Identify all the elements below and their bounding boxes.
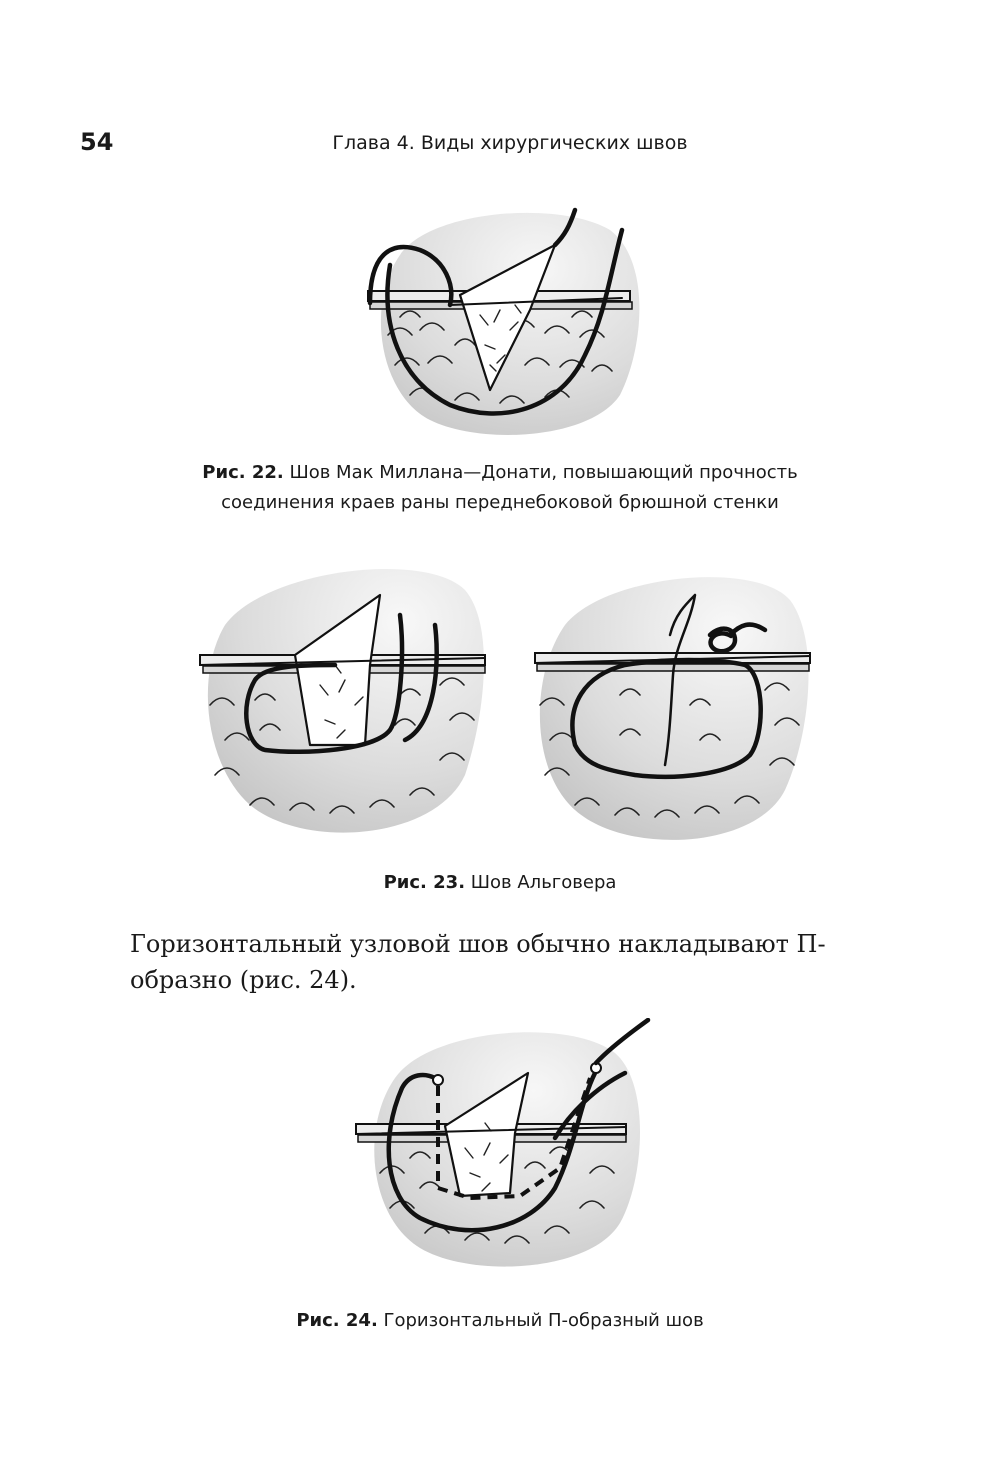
figure-22-caption <box>120 458 880 518</box>
figure-23-left-illustration <box>195 555 495 850</box>
figure-24-illustration <box>350 1018 660 1278</box>
figure-23-caption <box>120 868 880 898</box>
figure-24-label: Рис. 24. <box>296 1310 378 1331</box>
body-paragraph: Горизонтальный узловой шов обычно накладывают П-образно (рис. 24). <box>130 930 826 994</box>
figure-22-illustration <box>360 205 650 445</box>
figure-23-right-illustration <box>525 565 815 850</box>
figure-23-label: Рис. 23. <box>383 872 466 893</box>
page-number: 54 <box>80 128 114 156</box>
figure-22-caption-line1: Шов Мак Миллана—Донати, повышающий прочность <box>289 462 798 483</box>
figure-22-caption-line2: соединения краев раны переднебоковой брюшной стенки <box>221 492 779 513</box>
figure-22-label: Рис. 22. <box>202 462 284 483</box>
figure-24-caption <box>120 1306 880 1336</box>
figure-23-caption-text: Шов Альговера <box>470 872 617 893</box>
running-header: Глава 4. Виды хирургических швов <box>332 132 688 154</box>
figure-24-caption-text: Горизонтальный П-образный шов <box>383 1310 704 1331</box>
